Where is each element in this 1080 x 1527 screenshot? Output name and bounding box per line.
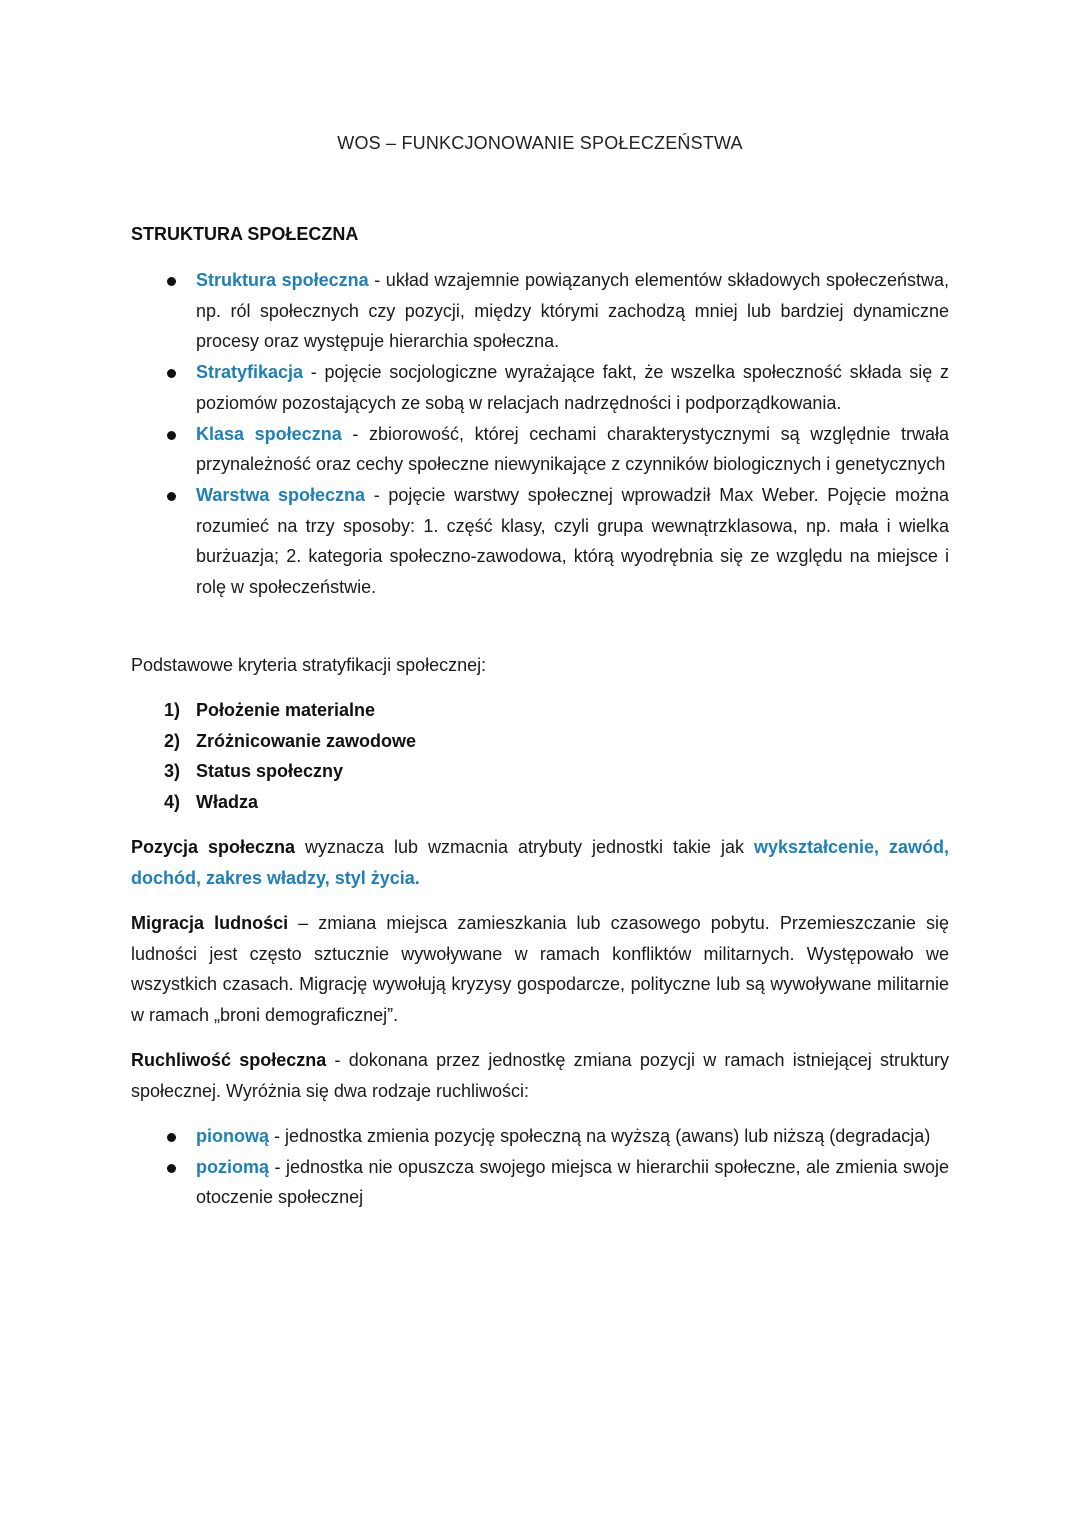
paragraph-highlight: wykształcenie, zawód, dochód, zakres władzy, styl życia. — [131, 837, 949, 888]
list-item — [131, 756, 949, 787]
list-item — [131, 265, 949, 357]
paragraph-text: - dokonana przez jednostkę zmiana pozycji w ramach istniejącej struktury społecznej. Wyróżnia się dwa rodzaje ruchliwości: — [131, 1050, 949, 1101]
bullet-icon — [167, 369, 176, 378]
mobility-paragraph — [131, 1045, 949, 1106]
definition-term: Klasa społeczna — [196, 423, 342, 444]
document-title: WOS – FUNKCJONOWANIE SPOŁECZEŃSTWA — [337, 133, 743, 153]
bullet-icon — [167, 431, 176, 440]
list-number: 2) — [164, 730, 181, 751]
list-item — [131, 1152, 949, 1213]
definition-text: - zbiorowość, której cechami charakterystycznymi są względnie trwała przynależność oraz cechy społeczne niewynikające z czynników biologicznych i genetycznych — [196, 423, 949, 475]
paragraph-text: – zmiana miejsca zamieszkania lub czasowego pobytu. Przemieszczanie się ludności jest często sztucznie wywoływane w ramach konfliktów militarnych. Występowało we wszystkich czasach. Migrację wywołują kryzysy gospodarcze, polityczne lub są wywoływane militarnie w ramach „broni demograficznej”. — [131, 913, 949, 1026]
paragraph-term: Migracja ludności — [131, 913, 289, 933]
criteria-intro: Podstawowe kryteria stratyfikacji społecznej: — [131, 655, 487, 675]
definition-term: Stratyfikacja — [196, 362, 304, 383]
definition-term: Warstwa społeczna — [196, 484, 366, 505]
definition-term: Struktura społeczna — [196, 270, 369, 290]
mobility-types-list — [131, 1121, 949, 1213]
list-number: 3) — [164, 761, 181, 782]
definition-term: poziomą — [196, 1156, 270, 1177]
list-number: 1) — [164, 700, 181, 720]
definition-text: - jednostka zmienia pozycję społeczną na wyższą (awans) lub niższą (degradacja) — [269, 1126, 931, 1146]
paragraph-term: Pozycja społeczna — [131, 837, 296, 857]
list-item — [131, 787, 949, 818]
position-paragraph — [131, 832, 949, 893]
list-item — [131, 357, 949, 418]
list-item — [131, 1121, 949, 1152]
paragraph-text: wyznacza lub wzmacnia atrybuty jednostki takie jak — [295, 837, 754, 857]
bullet-icon — [167, 277, 176, 286]
paragraph-term: Ruchliwość społeczna — [131, 1050, 327, 1070]
migration-paragraph — [131, 908, 949, 1031]
definition-text: - pojęcie socjologiczne wyrażające fakt, że wszelka społeczność składa się z poziomów pozostających ze sobą w relacjach nadrzędności i podporządkowania. — [196, 362, 949, 413]
list-number: 4) — [164, 792, 181, 813]
bullet-icon — [167, 1133, 176, 1142]
document-page — [131, 0, 949, 1527]
criteria-label: Status społeczny — [196, 761, 344, 782]
bullet-icon — [167, 492, 176, 501]
list-item — [131, 695, 949, 726]
definitions-list — [131, 265, 949, 603]
criteria-label: Położenie materialne — [196, 700, 376, 720]
criteria-label: Zróżnicowanie zawodowe — [196, 730, 417, 751]
bullet-icon — [167, 1164, 176, 1173]
list-item — [131, 726, 949, 757]
list-item — [131, 480, 949, 603]
definition-text: - jednostka nie opuszcza swojego miejsca w hierarchii społeczne, ale zmienia swoje otoczenie społecznej — [196, 1156, 949, 1208]
criteria-list — [131, 695, 949, 818]
definition-text: - pojęcie warstwy społecznej wprowadził Max Weber. Pojęcie można rozumieć na trzy sposoby: 1. część klasy, czyli grupa wewnątrzklasowa, np. mała i wielka burżuazja; 2. kategoria społeczno-zawodowa, którą wyodrębnia się ze względu na miejsce i rolę w społeczeństwie. — [196, 484, 949, 598]
definition-text: - układ wzajemnie powiązanych elementów składowych społeczeństwa, np. ról społecznych czy pozycji, między którymi zachodzą mniej lub bardziej dynamiczne procesy oraz występuje hierarchia społeczna. — [196, 270, 950, 352]
definition-term: pionową — [196, 1126, 269, 1146]
list-item — [131, 419, 949, 480]
criteria-label: Władza — [196, 792, 259, 813]
section-heading: STRUKTURA SPOŁECZNA — [131, 224, 359, 244]
